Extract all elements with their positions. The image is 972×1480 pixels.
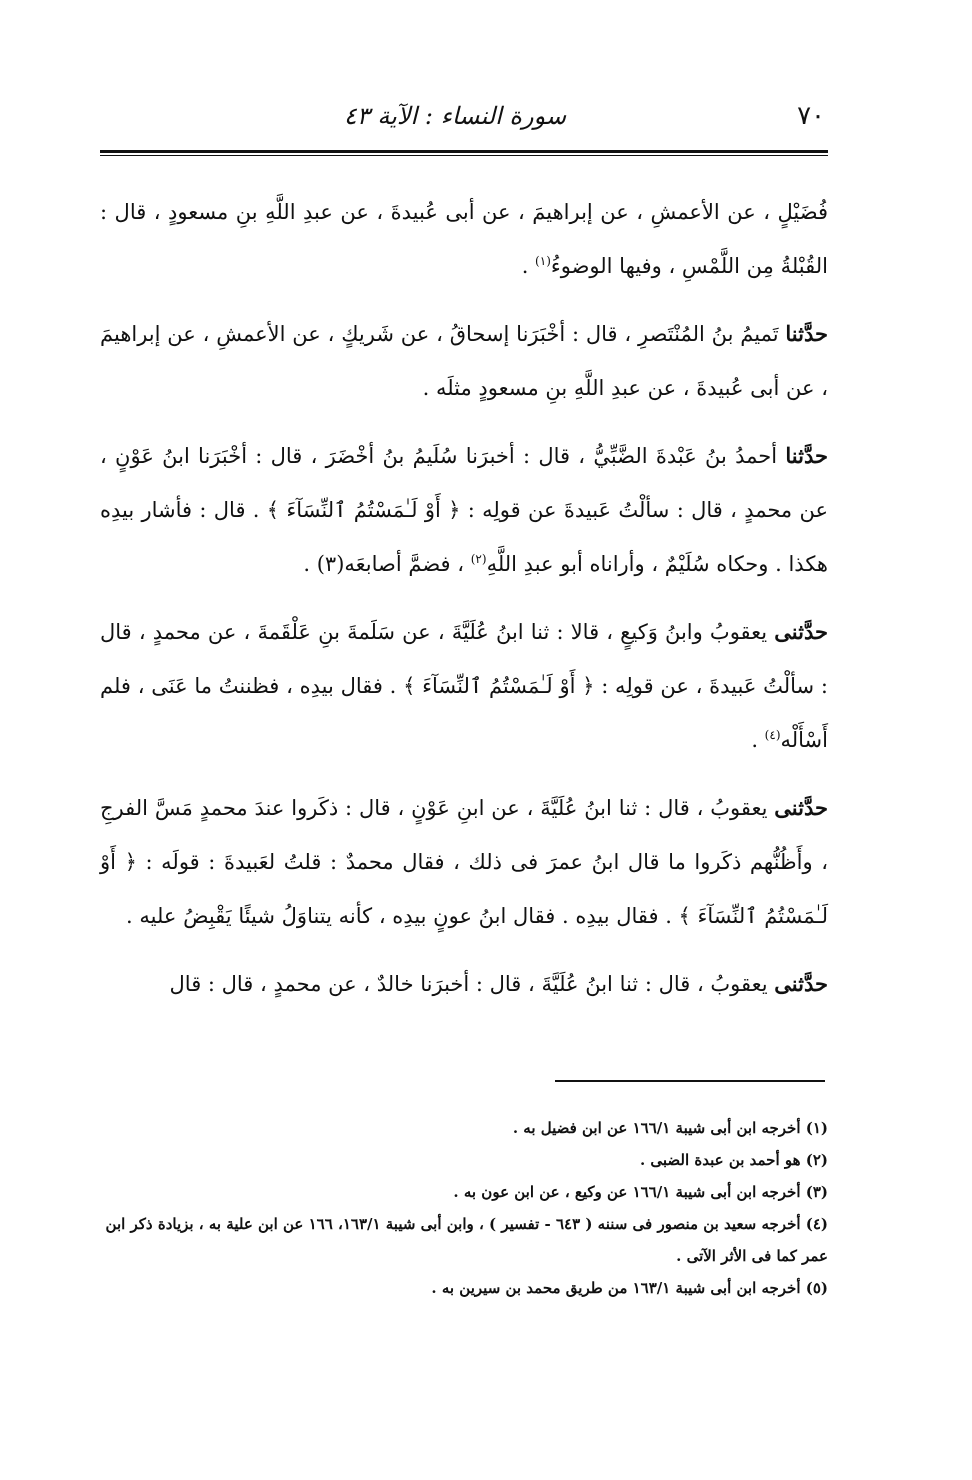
paragraph-text: يعقوبُ ، قال : ثنا ابنُ عُلَيَّةَ ، عن ابنِ عَوْنٍ ، قال : ذكَروا عندَ محمدٍ مَسَّ الفرجِ ، وأَظُنُّهم ذكَروا ما قال ابنُ عمرَ فى ذلك ، فقال محمدٌ : قلتُ لعَبيدةَ : قولَه : ﴿ أَوْ لَـٰمَسْتُمُ ٱلنِّسَآءَ ﴾ . فقال بيدِه . فقال ابنُ عونٍ بيدِه ، كأنه يتناوَلُ شيئًا يَقْبِضُ عليه . xyxy=(100,796,828,928)
footnote-rule xyxy=(555,1080,825,1082)
paragraph xyxy=(100,605,828,767)
paragraph-tail: ، فضمَّ أصابعَه(٣) . xyxy=(303,552,471,576)
paragraph-lead: حدَّثنى xyxy=(774,971,828,996)
body-text xyxy=(100,185,828,1025)
footnotes xyxy=(100,1112,828,1304)
header-rule xyxy=(100,150,828,156)
running-title: سورة النساء : الآية ٤٣ xyxy=(343,102,567,130)
paragraph-lead: حدَّثنى xyxy=(774,619,828,644)
paragraph-lead: حدَّثنا xyxy=(785,321,828,346)
paragraph xyxy=(100,307,828,415)
paragraph-text: تَميمُ بنُ المُنْتَصرِ ، قال : أخْبَرَنا إسحاقُ ، عن شَريكٍ ، عن الأعمشِ ، عن إبراهيمَ ، عن أبى عُبيدةَ ، عن عبدِ اللَّهِ بنِ مسعودٍ مثلَه . xyxy=(100,322,828,400)
paragraph-text: أحمدُ بنُ عَبْدةَ الضَّبِّيُّ ، قال : أخبرَنا سُلَيمُ بنُ أخْضَرَ ، قال : أخْبَرَنا ابنُ عَوْنٍ ، عن محمدٍ ، قال : سألْتُ عَبيدةَ عن قولِه : ﴿ أَوْ لَـٰمَسْتُمُ ٱلنِّسَآءَ ﴾ . قال : فأشار بيدِه هكذا . وحكاه سُلَيْمٌ ، وأراناه أبو عبدِ اللَّهِ xyxy=(100,444,828,576)
footnote: (٤) أخرجه سعيد بن منصور فى سننه ( ٦٤٣ - تفسير ) ، وابن أبى شيبة ١٦٣/١، ١٦٦ عن ابن علية به ، بزيادة ذكر ابن عمر كما فى الأثر الآتى . xyxy=(105,1215,828,1265)
paragraph-lead: حدَّثنى xyxy=(774,795,828,820)
footnote-ref: (١) xyxy=(535,254,551,268)
footnote: (١) أخرجه ابن أبى شيبة ١٦٦/١ عن ابن فضيل به . xyxy=(512,1119,828,1137)
paragraph-text: يعقوبُ وابنُ وَكيعٍ ، قالا : ثنا ابنُ عُلَيَّةَ ، عن سَلَمةَ بنِ عَلْقَمةَ ، عن محمدٍ ، قال : سألْتُ عَبيدةَ ، عن قولِه : ﴿ أَوْ لَـٰمَسْتُمُ ٱلنِّسَآءَ ﴾ . فقال بيدِه ، فظننتُ ما عَنَى ، فلم أَسْأَلْه xyxy=(100,620,828,752)
paragraph xyxy=(100,185,828,293)
paragraph xyxy=(100,781,828,943)
paragraph-lead: حدَّثنا xyxy=(785,443,828,468)
footnote: (٢) هو أحمد بن عبدة الضبى . xyxy=(639,1151,828,1169)
paragraph-text: فُضَيْلٍ ، عن الأعمشِ ، عن إبراهيمَ ، عن أبى عُبيدةَ ، عن عبدِ اللَّهِ بنِ مسعودٍ ، قال : القُبْلةُ مِن اللَّمْسِ ، وفيها الوضوءُ xyxy=(100,200,828,278)
paragraph xyxy=(100,957,828,1011)
paragraph-text: يعقوبُ ، قال : ثنا ابنُ عُلَيَّةَ ، قال : أخبرَنا خالدٌ ، عن محمدٍ ، قال : قال xyxy=(169,972,775,996)
footnote: (٣) أخرجه ابن أبى شيبة ١٦٦/١ عن وكيع ، عن ابن عون به . xyxy=(453,1183,828,1201)
page-header xyxy=(100,96,825,140)
footnote-ref: (٢) xyxy=(470,552,487,566)
paragraph xyxy=(100,429,828,591)
paragraph-tail: . xyxy=(751,728,765,752)
footnote: (٥) أخرجه ابن أبى شيبة ١٦٣/١ من طريق محمد بن سيرين به . xyxy=(431,1279,828,1297)
paragraph-tail: . xyxy=(521,254,536,278)
footnote-ref: (٤) xyxy=(764,728,781,742)
page-number: ٧٠ xyxy=(797,101,825,131)
